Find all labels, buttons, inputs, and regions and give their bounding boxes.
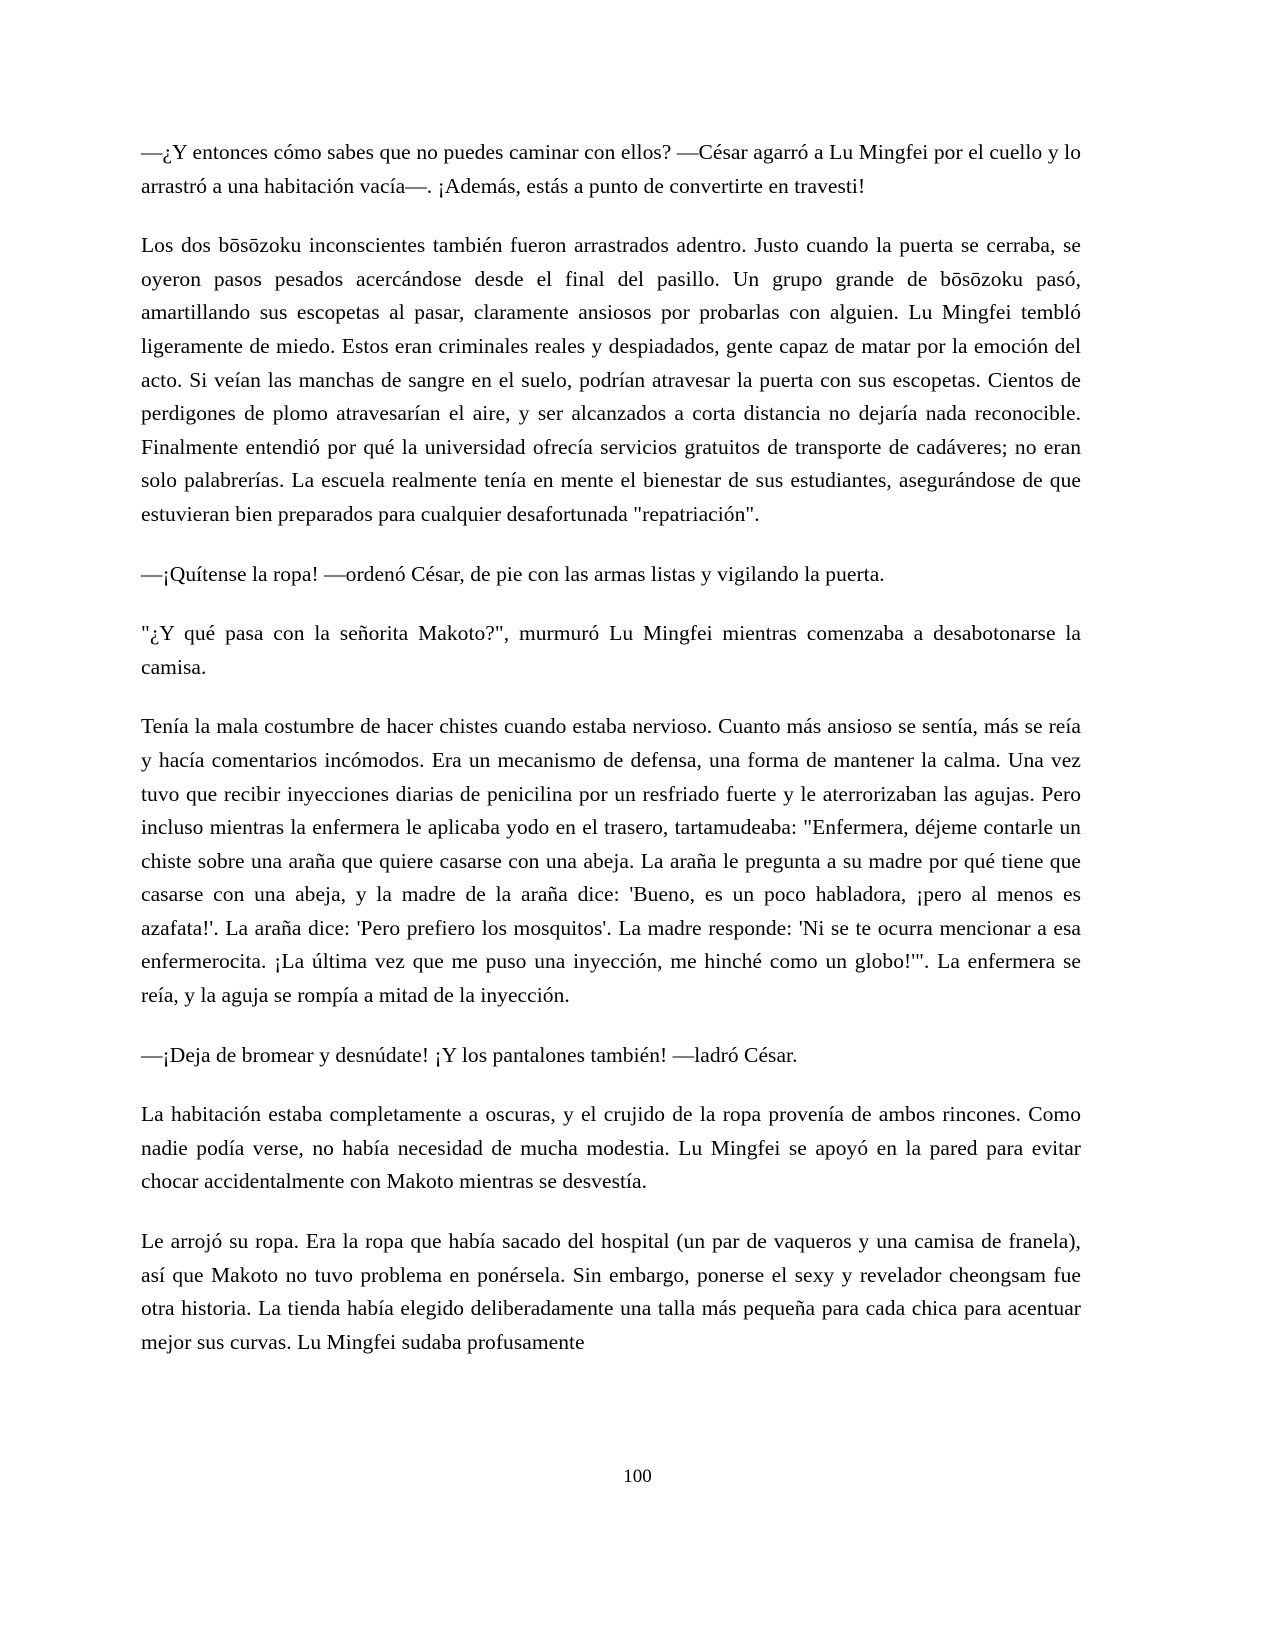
paragraph: La habitación estaba completamente a oscuras, y el crujido de la ropa provenía de ambos rincones. Como nadie podía verse, no había necesidad de mucha modestia. Lu Mingfei se apoyó en la pared para evitar chocar accidentalmente con Makoto mientras se desvestía.: [141, 1102, 1081, 1194]
page-number: 100: [623, 1466, 652, 1487]
paragraph: Tenía la mala costumbre de hacer chistes cuando estaba nervioso. Cuanto más ansioso se sentía, más se reía y hacía comentarios incómodos. Era un mecanismo de defensa, una forma de mantener la calma. Una vez tuvo que recibir inyecciones diarias de penicilina por un resfriado fuerte y le aterrorizaban las agujas. Pero incluso mientras la enfermera le aplicaba yodo en el trasero, tartamudeaba: "Enfermera, déjeme contarle un chiste sobre una araña que quiere casarse con una abeja. La araña le pregunta a su madre por qué tiene que casarse con una abeja, y la madre de la araña dice: 'Bueno, es un poco habladora, ¡pero al menos es azafata!'. La araña dice: 'Pero prefiero los mosquitos'. La madre responde: 'Ni se te ocurra mencionar a esa enfermerocita. ¡La última vez que me puso una inyección, me hinché como un globo!'". La enfermera se reía, y la aguja se rompía a mitad de la inyección.: [141, 714, 1081, 1008]
page-body: [141, 136, 1081, 1359]
paragraph: "¿Y qué pasa con la señorita Makoto?", murmuró Lu Mingfei mientras comenzaba a desabotonarse la camisa.: [141, 621, 1081, 679]
paragraph: —¿Y entonces cómo sabes que no puedes caminar con ellos? —César agarró a Lu Mingfei por el cuello y lo arrastró a una habitación vacía—. ¡Además, estás a punto de convertirte en travesti!: [141, 140, 1081, 198]
paragraph: —¡Quítense la ropa! —ordenó César, de pie con las armas listas y vigilando la puerta.: [141, 561, 885, 586]
paragraph: Le arrojó su ropa. Era la ropa que había sacado del hospital (un par de vaqueros y una camisa de franela), así que Makoto no tuvo problema en ponérsela. Sin embargo, ponerse el sexy y revelador cheongsam fue otra historia. La tienda había elegido deliberadamente una talla más pequeña para cada chica para acentuar mejor sus curvas. Lu Mingfei sudaba profusamente: [141, 1229, 1081, 1354]
paragraph: —¡Deja de bromear y desnúdate! ¡Y los pantalones también! —ladró César.: [141, 1042, 798, 1067]
paragraph: Los dos bōsōzoku inconscientes también fueron arrastrados adentro. Justo cuando la puerta se cerraba, se oyeron pasos pesados acercándose desde el final del pasillo. Un grupo grande de bōsōzoku pasó, amartillando sus escopetas al pasar, claramente ansiosos por probarlas con alguien. Lu Mingfei tembló ligeramente de miedo. Estos eran criminales reales y despiadados, gente capaz de matar por la emoción del acto. Si veían las manchas de sangre en el suelo, podrían atravesar la puerta con sus escopetas. Cientos de perdigones de plomo atravesarían el aire, y ser alcanzados a corta distancia no dejaría nada reconocible. Finalmente entendió por qué la universidad ofrecía servicios gratuitos de transporte de cadáveres; no eran solo palabrerías. La escuela realmente tenía en mente el bienestar de sus estudiantes, asegurándose de que estuvieran bien preparados para cualquier desafortunada "repatriación".: [141, 233, 1081, 526]
